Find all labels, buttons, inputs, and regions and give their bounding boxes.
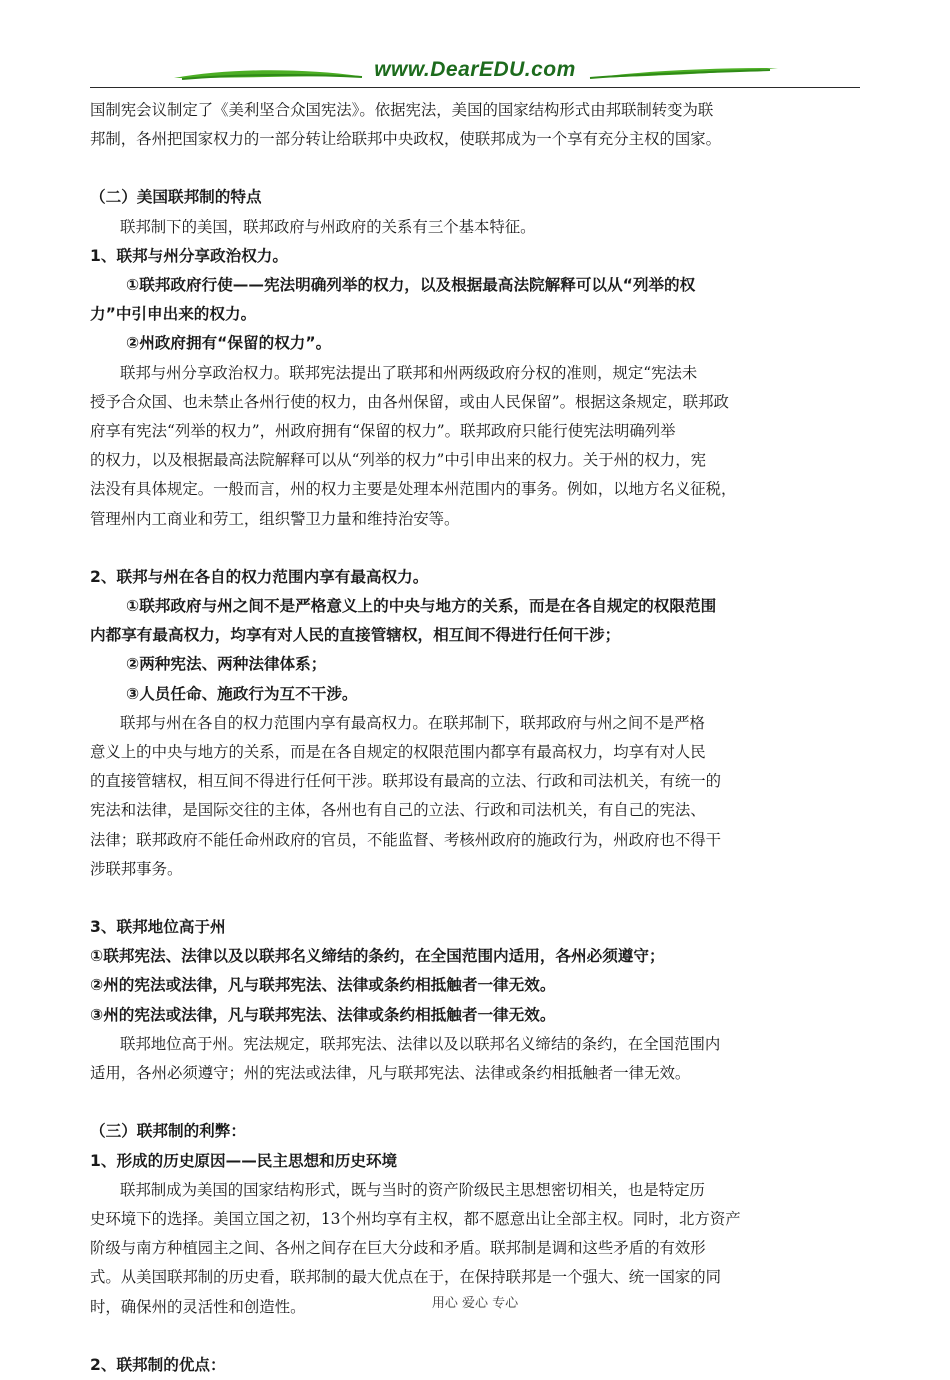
paragraph-line: 涉联邦事务。: [90, 859, 183, 878]
paragraph-line: 联邦制下的美国，联邦政府与州政府的关系有三个基本特征。: [120, 217, 536, 236]
spacer: [90, 1322, 865, 1351]
header-divider: [90, 87, 860, 88]
paragraph-line: 适用，各州必须遵守；州的宪法或法律，凡与联邦宪法、法律或条约相抵触者一律无效。: [90, 1064, 691, 1083]
document-body: [90, 96, 865, 1380]
paragraph-line: 意义上的中央与地方的关系，而是在各自规定的权限范围内都享有最高权力，均享有对人民: [90, 743, 706, 762]
point-line: ②州政府拥有“保留的权力”。: [126, 334, 332, 353]
spacer: [90, 154, 865, 183]
paragraph-line: 法律；联邦政府不能任命州政府的官员，不能监督、考核州政府的施政行为，州政府也不得干: [90, 830, 722, 849]
paragraph-line: 联邦制成为美国的国家结构形式，既与当时的资产阶级民主思想密切相关，也是特定历: [120, 1180, 705, 1199]
paragraph-line: 阶级与南方种植园主之间、各州之间存在巨大分歧和矛盾。联邦制是调和这些矛盾的有效形: [90, 1239, 706, 1258]
section-heading: （三）联邦制的利弊：: [90, 1122, 246, 1141]
point-line: 力”中引申出来的权力。: [90, 305, 257, 324]
paragraph-line: 管理州内工商业和劳工，组织警卫力量和维持治安等。: [90, 509, 460, 528]
point-line: ②两种宪法、两种法律体系；: [126, 655, 327, 674]
site-header: [90, 52, 860, 92]
paragraph-line: 授予合众国、也未禁止各州行使的权力，由各州保留，或由人民保留”。根据这条规定，联邦政: [90, 392, 729, 411]
site-logo[interactable]: www.DearEDU.com: [374, 58, 576, 81]
paragraph-line: 联邦与州分享政治权力。联邦宪法提出了联邦和州两级政府分权的准则，规定“宪法未: [120, 363, 698, 382]
paragraph-line: 宪法和法律，是国际交往的主体，各州也有自己的立法、行政和司法机关，有自己的宪法、: [90, 801, 706, 820]
point-line: ①联邦宪法、法律以及以联邦名义缔结的条约，在全国范围内适用，各州必须遵守；: [90, 947, 665, 966]
paragraph-line: 时，确保州的灵活性和创造性。: [90, 1297, 306, 1316]
paragraph-line: 邦制，各州把国家权力的一部分转让给联邦中央政权，使联邦成为一个享有充分主权的国家。: [90, 130, 722, 149]
subsection-heading: 1、联邦与州分享政治权力。: [90, 246, 288, 265]
point-line: 内都享有最高权力，均享有对人民的直接管辖权，相互间不得进行任何干涉；: [90, 626, 621, 645]
paragraph-line: 联邦地位高于州。宪法规定，联邦宪法、法律以及以联邦名义缔结的条约，在全国范围内: [120, 1034, 721, 1053]
point-line: ①联邦政府与州之间不是严格意义上的中央与地方的关系，而是在各自规定的权限范围: [126, 597, 717, 616]
paragraph-line: 史环境下的选择。美国立国之初，13个州均享有主权，都不愿意出让全部主权。同时，北方资产: [90, 1209, 741, 1228]
spacer: [90, 534, 865, 563]
paragraph-line: 国制宪会议制定了《美利坚合众国宪法》。依据宪法，美国的国家结构形式由邦联制转变为联: [90, 101, 714, 119]
subsection-heading: 2、联邦与州在各自的权力范围内享有最高权力。: [90, 567, 429, 586]
subsection-heading: 1、形成的历史原因——民主思想和历史环境: [90, 1151, 398, 1170]
paragraph-line: 联邦与州在各自的权力范围内享有最高权力。在联邦制下，联邦政府与州之间不是严格: [120, 713, 705, 732]
spacer: [90, 1088, 865, 1117]
subsection-heading: 2、联邦制的优点：: [90, 1355, 226, 1374]
point-line: ③人员任命、施政行为互不干涉。: [126, 684, 358, 703]
paragraph-line: 的权力，以及根据最高法院解释可以从“列举的权力”中引申出来的权力。关于州的权力，宪: [90, 451, 706, 470]
page-footer: 用心 爱心 专心: [431, 1296, 519, 1311]
point-line: ①联邦政府行使——宪法明确列举的权力，以及根据最高法院解释可以从“列举的权: [126, 276, 696, 295]
paragraph-line: 法没有具体规定。一般而言，州的权力主要是处理本州范围内的事务。例如，以地方名义征税，: [90, 480, 737, 499]
spacer: [90, 884, 865, 913]
paragraph-line: 府享有宪法“列举的权力”，州政府拥有“保留的权力”。联邦政府只能行使宪法明确列举: [90, 422, 676, 441]
point-line: ②州的宪法或法律，凡与联邦宪法、法律或条约相抵触者一律无效。: [90, 976, 556, 995]
point-line: ③州的宪法或法律，凡与联邦宪法、法律或条约相抵触者一律无效。: [90, 1005, 556, 1024]
paragraph-line: 式。从美国联邦制的历史看，联邦制的最大优点在于，在保持联邦是一个强大、统一国家的同: [90, 1268, 722, 1287]
section-heading: （二）美国联邦制的特点: [90, 188, 262, 207]
paragraph-line: 的直接管辖权，相互间不得进行任何干涉。联邦设有最高的立法、行政和司法机关，有统一的: [90, 772, 722, 791]
subsection-heading: 3、联邦地位高于州: [90, 918, 226, 937]
